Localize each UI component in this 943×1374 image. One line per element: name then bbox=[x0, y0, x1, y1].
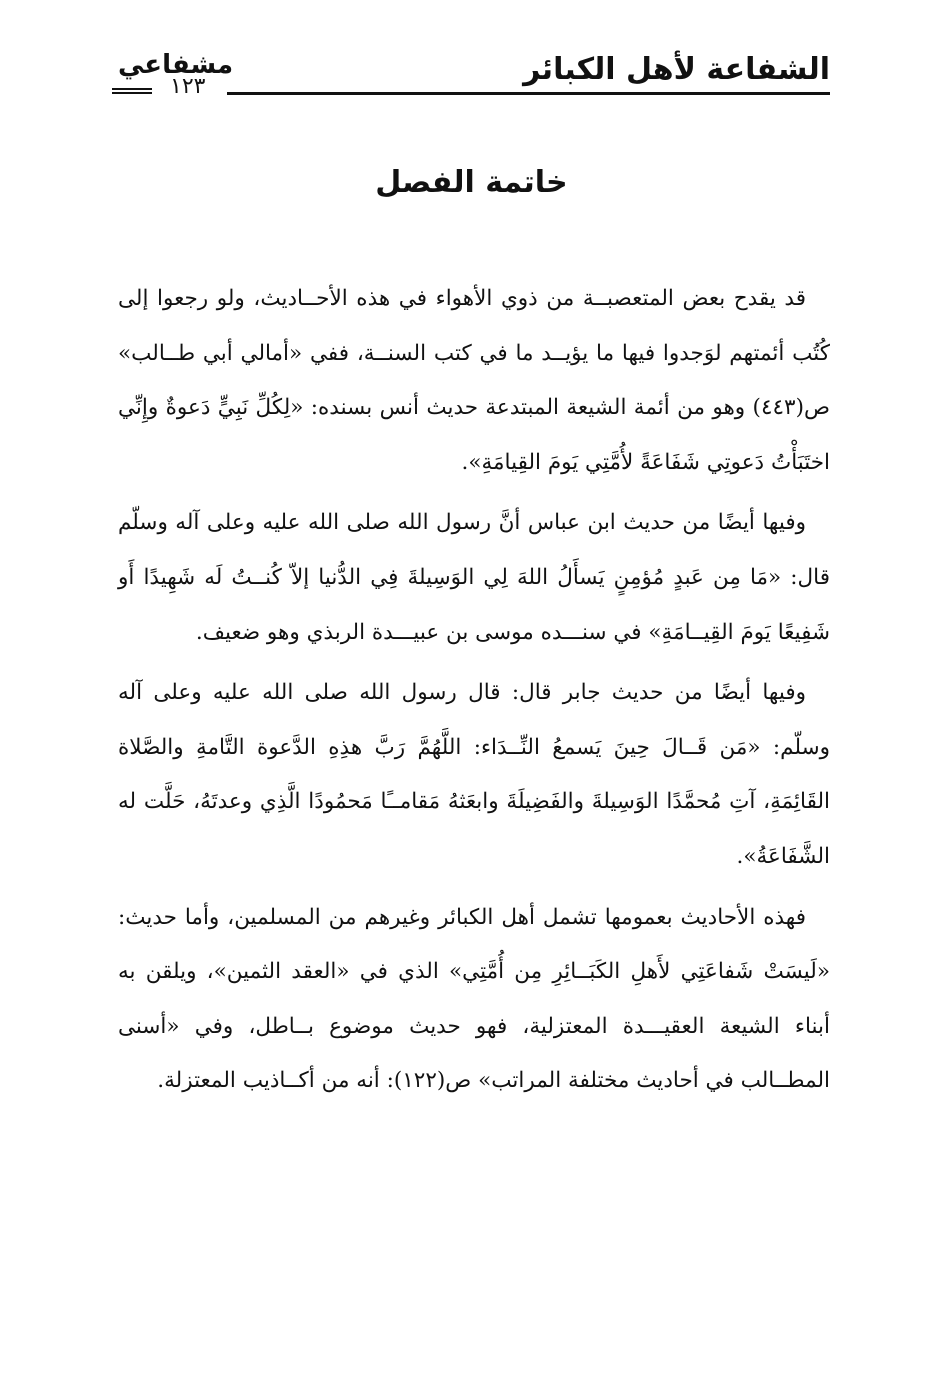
paragraph bbox=[118, 891, 830, 1109]
chapter-title: خاتمة الفصل bbox=[375, 165, 568, 200]
running-title: الشفاعة لأهل الكبائر bbox=[523, 52, 830, 87]
paragraph-text: وفيها أيضًا من حديث ابن عباس أنَّ رسول الله صلى الله عليه وعلى آله وسلّم قال: «مَا مِن عَبدٍ مُؤمِنٍ يَسأَلُ اللهَ لِي الوَسِيلةَ فِي الدُّنيا إلاّ كُنــتُ لَه شَهِيدًا أَو شَفِيعًا يَومَ القِيــامَةِ» في سنـــده موسى بن عبيـــدة الربذي وهو ضعيف. bbox=[118, 510, 830, 645]
paragraph-text: فهذه الأحاديث بعمومها تشمل أهل الكبائر وغيرهم من المسلمين، وأما حديث: «لَيسَتْ شَفاعَتِي لأَهلِ الكَبَــائِرِ مِن أُمَّتِي» الذي في «العقد الثمين»، ويلقن به أبناء الشيعة العقيـــدة المعتزلية، فهو حديث موضوع بــاطل، وفي «أسنى المطــالب في أحاديث مختلفة المراتب» ص(١٢٢): أنه من أكــاذيب المعتزلة. bbox=[118, 904, 830, 1094]
paragraph bbox=[118, 496, 830, 660]
page-header bbox=[112, 48, 830, 104]
paragraph-text: قد يقدح بعض المتعصبــة من ذوي الأهواء في هذه الأحــاديث، ولو رجعوا إلى كُتُب أئمتهم لوَجدوا فيها ما يؤيــد ما في كتب السنــة، ففي «أمالي أبي طــالب» ص(٤٤٣) وهو من أئمة الشيعة المبتدعة حديث أنس بسنده: «لِكُلِّ نَبِيٍّ دَعوةٌ وإِنِّي اختَبَأْتُ دَعوتِي شَفَاعَةً لأُمَّتِي يَومَ القِيامَةِ». bbox=[118, 286, 830, 475]
body-text bbox=[118, 272, 830, 1109]
publisher-logo: مشفاعي bbox=[118, 50, 234, 80]
paragraph bbox=[118, 272, 830, 490]
header-rule bbox=[227, 92, 830, 95]
page-number-rule bbox=[112, 88, 152, 94]
paragraph bbox=[118, 666, 830, 884]
paragraph-text: وفيها أيضًا من حديث جابر قال: قال رسول الله صلى الله عليه وعلى آله وسلّم: «مَن قَــالَ حِينَ يَسمعُ النِّــدَاء: اللَّهُمَّ رَبَّ هذِهِ الدَّعوة التَّامةِ والصَّلاة القَائِمَةِ، آتِ مُحمَّدًا الوَسِيلةَ والفَضِيلَةَ وابعَثهُ مَقامــًا مَحمُودًا الَّذِي وعدتَهُ، حَلَّت له الشَّفَاعَةُ». bbox=[118, 680, 830, 869]
page-number: ١٢٣ bbox=[170, 74, 206, 99]
